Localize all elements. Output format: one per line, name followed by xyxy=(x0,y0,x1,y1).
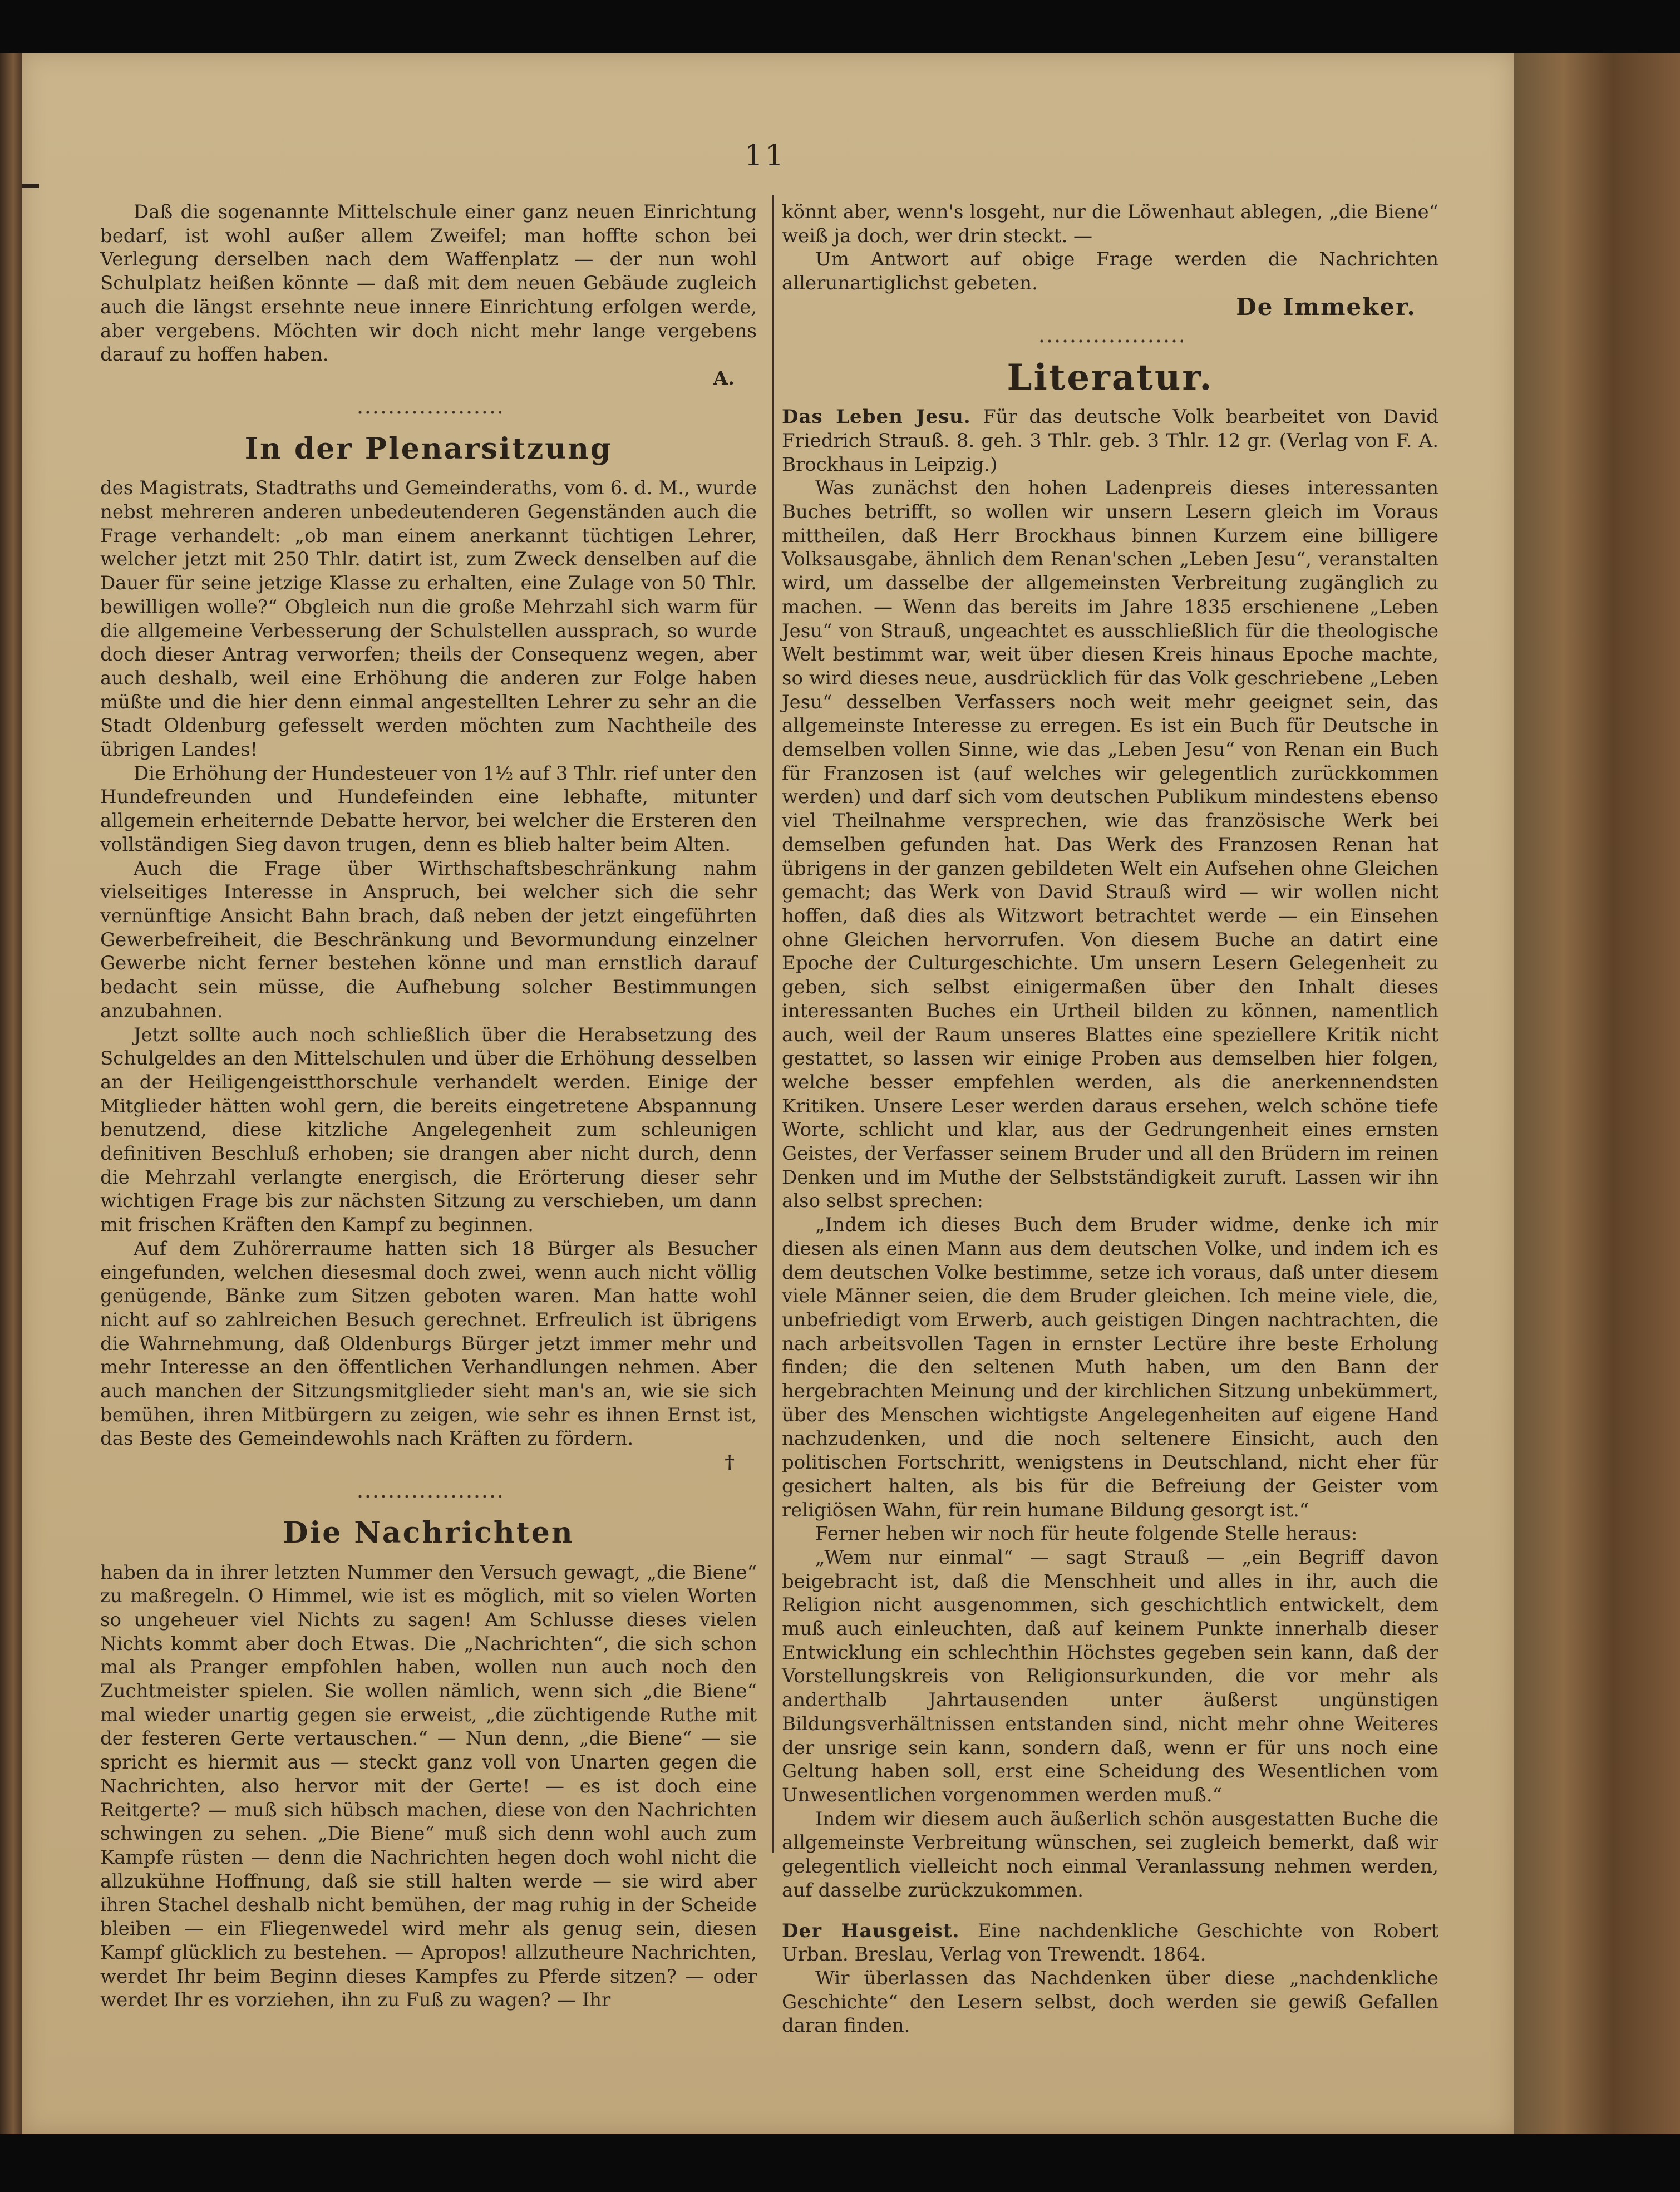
nachrichten-heading: Die Nachrichten xyxy=(283,1515,574,1550)
leben-jesu-paragraph: Indem wir diesem auch äußerlich schön ausgestatten Buche die allgemeinste Verbreitung wünschen, sei zugleich bemerkt, daß wir gelegentlich vielleicht noch einmal Veranlassung nehmen werden, auf dasselbe zurückzukommen. xyxy=(782,1807,1438,1902)
column-rule xyxy=(772,195,774,1853)
hausgeist-entry xyxy=(782,1919,1438,1967)
leben-jesu-paragraph: Ferner heben wir noch für heute folgende Stelle heraus: xyxy=(815,1523,1358,1545)
continuation-paragraph: könnt aber, wenn's losgeht, nur die Löwenhaut ablegen, „die Biene“ weiß ja doch, wer drin steckt. — xyxy=(782,201,1438,247)
hausgeist-title: Der Hausgeist. xyxy=(782,1919,960,1942)
request-paragraph: Um Antwort auf obige Frage werden die Nachrichten allerunartiglichst gebeten. xyxy=(782,248,1438,295)
section-divider xyxy=(356,410,501,415)
leben-jesu-paragraph: Was zunächst den hohen Ladenpreis dieses interessanten Buches betrifft, so wollen wir unsern Lesern gleich im Voraus mittheilen, daß Herr Brockhaus binnen Kurzem eine billigere Volksausgabe, ähnlich dem Renan'schen „Leben Jesu“, veranstalten wird, um dasselbe der allgemeinsten Verbreitung zugänglich zu machen. — Wenn das bereits im Jahre 1835 erschienene „Leben Jesu“ von Strauß, ungeachtet es ausschließlich für die theologische Welt bestimmt war, weit über diesen Kreis hinaus Epoche machte, so wird dieses neue, ausdrücklich für das Volk geschriebene „Leben Jesu“ desselben Verfassers noch weit mehr geeignet sein, das allgemeinste Interesse zu erregen. Es ist ein Buch für Deutsche in demselben vollen Sinne, wie das „Leben Jesu“ von Renan ein Buch für Franzosen ist (auf welches wir gelegentlich zurückkommen werden) und darf sich vom deutschen Publikum mindestens ebenso viel Theilnahme versprechen, wie das französische Werk bei demselben gefunden hat. Das Werk des Franzosen Renan hat übrigens in der ganzen gebildeten Welt ein Aufsehen ohne Gleichen gemacht; das Werk von David Strauß wird — wir wollen nicht hoffen, daß dies als Witzwort betrachtet werde — ein Einsehen ohne Gleichen hervorrufen. Von diesem Buche an datirt eine Epoche der Culturgeschichte. Um unsern Lesern Gelegenheit zu geben, sich selbst einigermaßen über den Inhalt dieses interessanten Buches ein Urtheil bilden zu können, namentlich auch, weil der Raum unseres Blattes eine speziellere Kritik nicht gestattet, so lassen wir einige Proben aus demselben hier folgen, welche besser empfehlen werden, als die anerkennendsten Kritiken. Unsere Leser werden daraus ersehen, welch schöne tiefe Worte, schlicht und klar, aus der Gedrungenheit eines ernsten Geistes, der Verfasser seinem Bruder und all den Brüdern im reinen Denken und im Muthe der Selbstständigkeit zuruft. Lassen wir ihn also selbst sprechen: xyxy=(782,477,1438,1213)
section-divider xyxy=(1038,338,1183,344)
intro-signature: A. xyxy=(713,367,735,390)
literatur-heading: Literatur. xyxy=(1007,356,1214,398)
leben-jesu-title: Das Leben Jesu. xyxy=(782,406,971,428)
plenar-paragraph: Jetzt sollte auch noch schließlich über die Herabsetzung des Schulgeldes an den Mittelschulen und über die Erhöhung desselben an der Heiligengeistthorschule verhandelt werden. Einige der Mitglieder hätten wohl gern, die bereits eingetretene Abspannung benutzend, diese kitzliche Angelegenheit zum schleunigen definitiven Beschluß erhoben; sie drangen aber nicht durch, denn die Mehrzahl verlangte energisch, die Erörterung dieser sehr wichtigen Frage bis zur nächsten Sitzung zu verschieben, um dann mit frischen Kräften den Kampf zu beginnen. xyxy=(100,1023,757,1237)
binding-mark xyxy=(22,184,39,188)
hausgeist-paragraph: Wir überlassen das Nachdenken über diese „nachdenkliche Geschichte“ den Lesern selbst, doch werden sie gewiß Gefallen daran finden. xyxy=(782,1967,1438,2037)
leben-jesu-info: Für das deutsche Volk bearbeitet von David Friedrich Strauß. 8. geh. 3 Thlr. geb. 3 Thlr. 12 gr. (Verlag von F. A. Brockhaus in Leipzig.) xyxy=(782,406,1438,476)
plenar-signature: † xyxy=(725,1451,735,1474)
section-divider xyxy=(356,1494,501,1499)
plenar-paragraph: Auf dem Zuhörerraume hatten sich 18 Bürger als Besucher eingefunden, welchen diesesmal doch zwei, wenn auch nicht völlig genügende, Bänke zum Sitzen geboten waren. Man hatte wohl nicht auf so zahlreichen Besuch gerechnet. Erfreulich ist übrigens die Wahrnehmung, daß Oldenburgs Bürger jetzt immer mehr und mehr Interesse an den öffentlichen Verhandlungen nehmen. Aber auch manchen der Sitzungsmitglieder sieht man's an, wie sie sich bemühen, ihren Mitbürgern zu zeigen, wie sehr es ihnen Ernst ist, das Beste des Gemeindewohls nach Kräften zu fördern. xyxy=(100,1237,757,1450)
immeker-signature: De Immeker. xyxy=(1236,293,1416,321)
right-column xyxy=(782,200,1438,2038)
plenar-heading: In der Plenarsitzung xyxy=(244,431,613,466)
marbled-cover-edge xyxy=(1513,53,1680,2134)
intro-paragraph: Daß die sogenannte Mittelschule einer ganz neuen Einrichtung bedarf, ist wohl außer allem Zweifel; man hoffte schon bei Verlegung derselben nach dem Waffenplatz — der nun wohl Schulplatz heißen könnte — daß mit dem neuen Gebäude zugleich auch die längst ersehnte neue innere Einrichtung erfolgen werde, aber vergebens. Möchten wir doch nicht mehr lange vergebens darauf zu hoffen haben. xyxy=(100,201,757,366)
plenar-paragraph: Auch die Frage über Wirthschaftsbeschränkung nahm vielseitiges Interesse in Anspruch, bei welcher sich die sehr vernünftige Ansicht Bahn brach, daß neben der jetzt eingeführten Gewerbefreiheit, die Beschränkung und Bevormundung einzelner Gewerbe nicht ferner bestehen könne und man ernstlich darauf bedacht sein müsse, die Aufhebung solcher Bestimmungen anzubahnen. xyxy=(100,857,757,1022)
leben-jesu-quote: „Wem nur einmal“ — sagt Strauß — „ein Begriff davon beigebracht ist, daß die Menschheit und alles in ihr, auch die Religion nicht ausgenommen, sich geschichtlich entwickelt, dem muß auch einleuchten, daß auf keinem Punkte innerhalb dieser Entwicklung ein schlechthin Höchstes gegeben sein kann, daß der Vorstellungskreis von Religionsurkunden, die vor mehr als anderthalb Jahrtausenden unter äußerst ungünstigen Bildungsverhältnissen entstanden sind, nicht mehr ohne Weiteres der unsrige sein kann, sondern daß, wenn er für uns noch eine Geltung haben soll, erst eine Scheidung des Wesentlichen vom Unwesentlichen vorgenommen werden muß.“ xyxy=(782,1546,1438,1806)
nachrichten-paragraph: haben da in ihrer letzten Nummer den Versuch gewagt, „die Biene“ zu maßregeln. O Himmel, wie ist es möglich, mit so vielen Worten so ungeheuer viel Nichts zu sagen! Am Schlusse dieses vielen Nichts kommt aber doch Etwas. Die „Nachrichten“, die sich schon mal als Pranger empfohlen haben, wollen nun auch noch den Zuchtmeister spielen. Sie wollen nämlich, wenn sich „die Biene“ mal wieder unartig gegen sie erweist, „die züchtigende Ruthe mit der festeren Gerte vertauschen.“ — Nun denn, „die Biene“ — sie spricht es hiermit aus — steckt ganz voll von Unarten gegen die Nachrichten, also hervor mit der Gerte! — es ist doch eine Reitgerte? — muß sich hübsch machen, diese von den Nachrichten schwingen zu sehen. „Die Biene“ muß sich denn wohl auch zum Kampfe rüsten — denn die Nachrichten hegen doch wohl nicht die allzukühne Hoffnung, daß sie still halten werde — sie wird aber ihren Stachel deshalb nicht bemühen, der mag ruhig in der Scheide bleiben — ein Fliegenwedel wird mehr als genug sein, diesen Kampf glücklich zu bestehen. — Apropos! allzutheure Nachrichten, werdet Ihr beim Beginn dieses Kampfes zu Pferde sitzen? — oder werdet Ihr es vorziehen, ihn zu Fuß zu wagen? — Ihr xyxy=(100,1561,757,2012)
left-column xyxy=(100,200,757,2012)
leben-jesu-quote: „Indem ich dieses Buch dem Bruder widme, denke ich mir diesen als einen Mann aus dem deutschen Volke, und indem ich es dem deutschen Volke bestimme, setze ich voraus, daß unter diesem viele Männer seien, die dem Bruder gleichen. Ich meine viele, die, unbefriedigt vom Erwerb, auch geistigen Dingen nachtrachten, die nach arbeitsvollen Tagen in ernster Lectüre ihre beste Erholung finden; die den seltenen Muth haben, um den Bann der hergebrachten Meinung und der kirchlichen Sitzung unbekümmert, über des Menschen wichtigste Angelegenheiten auf eigene Hand nachzudenken, und die noch seltenere Einsicht, auch den politischen Fortschritt, wenigstens in Deutschland, nicht eher für gesichert halten, als bis für die Befreiung der Geister vom religiösen Wahn, für rein humane Bildung gesorgt ist.“ xyxy=(782,1214,1438,1521)
leben-jesu-entry xyxy=(782,405,1438,476)
page-number: 11 xyxy=(744,139,786,173)
plenar-paragraph: des Magistrats, Stadtraths und Gemeinderaths, vom 6. d. M., wurde nebst mehreren anderen unbedeutenderen Gegenständen auch die Frage verhandelt: „ob man einem anerkannt tüchtigen Lehrer, welcher jetzt mit 250 Thlr. datirt ist, zum Zweck denselben auf die Dauer für seine jetzige Klasse zu erhalten, eine Zulage von 50 Thlr. bewilligen wolle?“ Obgleich nun die große Mehrzahl sich warm für die allgemeine Verbesserung der Schulstellen aussprach, so wurde doch dieser Antrag verworfen; theils der Consequenz wegen, aber auch deshalb, weil eine Erhöhung die anderen zur Folge haben müßte und die hier denn einmal angestellten Lehrer zu sehr an die Stadt Oldenburg gefesselt werden möchten zum Nachtheile des übrigen Landes! xyxy=(100,477,757,761)
book-binding xyxy=(0,53,22,2134)
plenar-paragraph: Die Erhöhung der Hundesteuer von 1½ auf 3 Thlr. rief unter den Hundefreunden und Hundefeinden eine lebhafte, mitunter allgemein erheiternde Debatte hervor, bei welcher die Ersteren den vollständigen Sieg davon trugen, denn es blieb halter beim Alten. xyxy=(100,762,757,856)
hausgeist-info: Eine nachdenkliche Geschichte von Robert Urban. Breslau, Verlag von Trewendt. 1864. xyxy=(782,1919,1439,1966)
